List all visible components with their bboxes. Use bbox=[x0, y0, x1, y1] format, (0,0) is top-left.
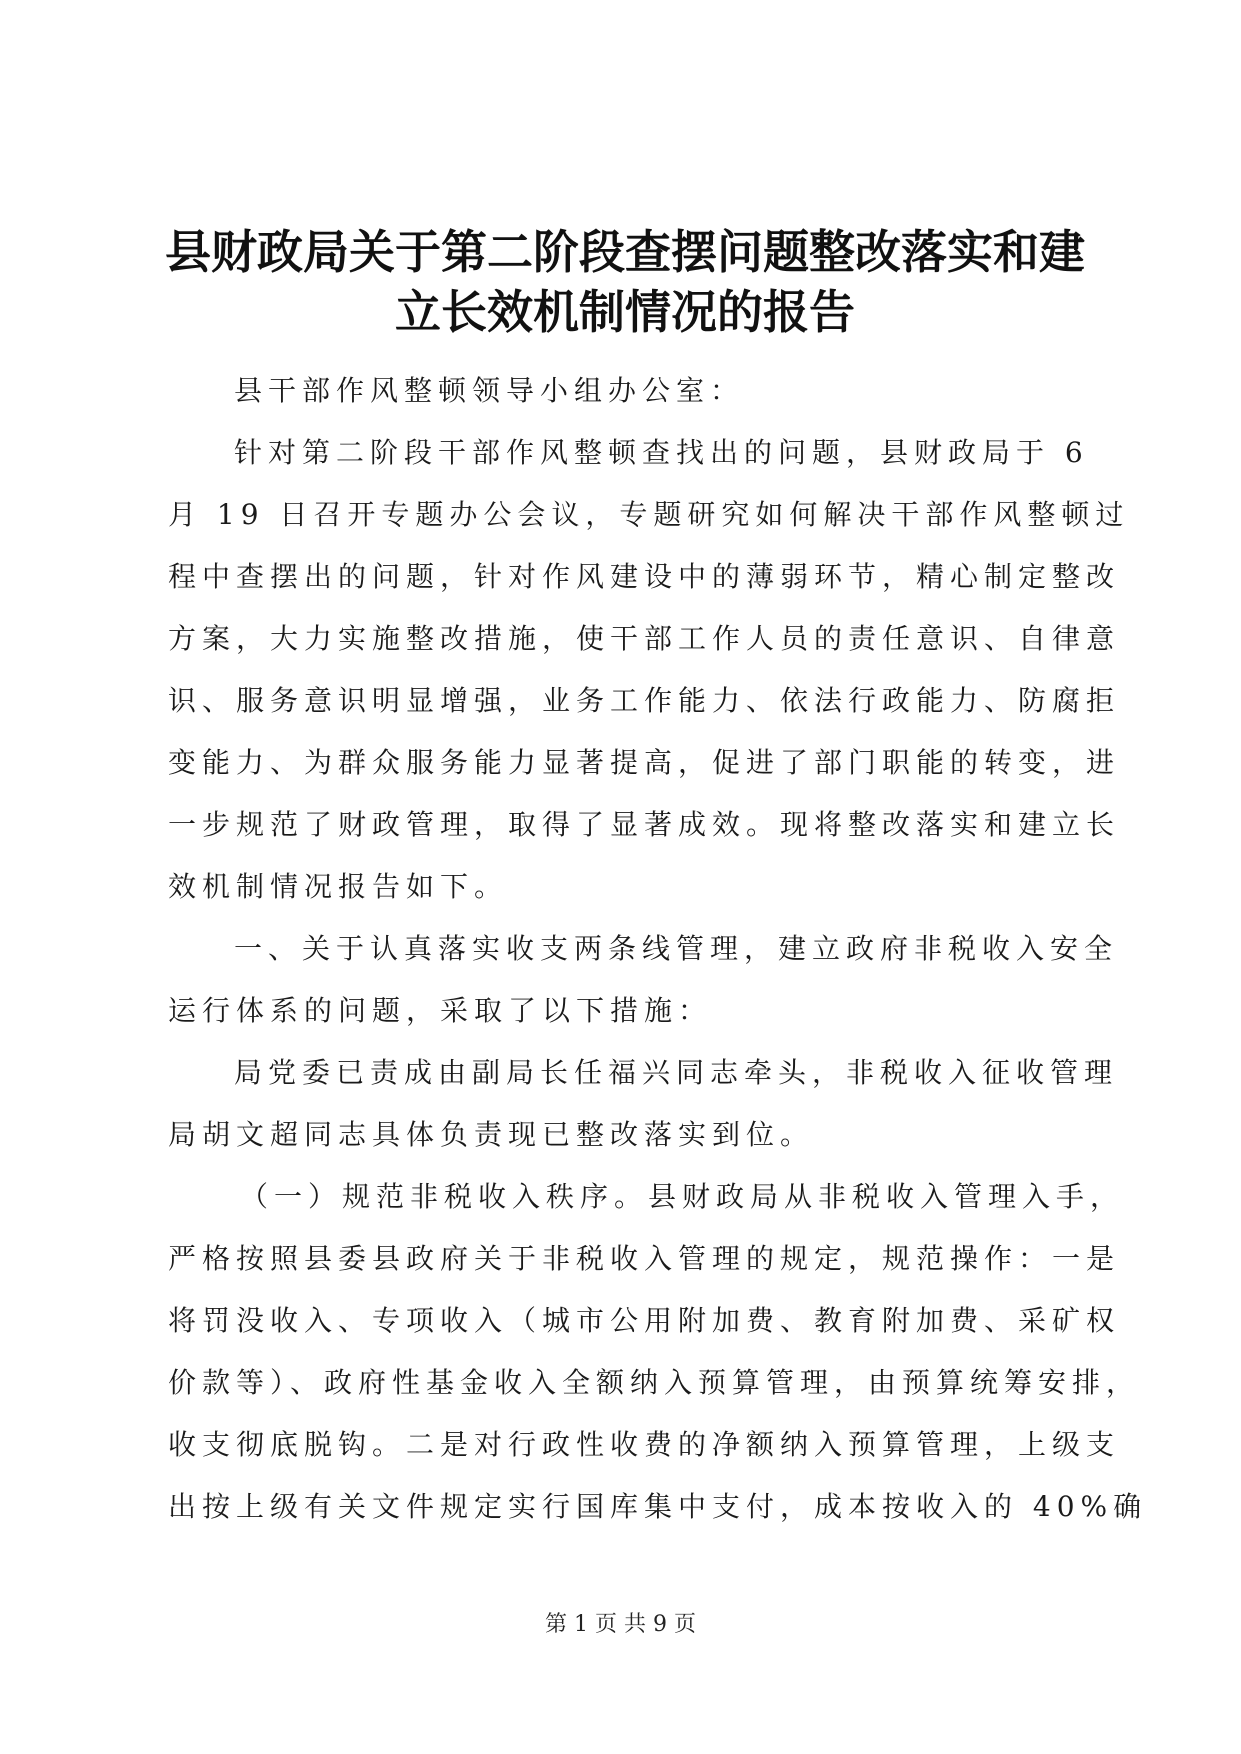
paragraph-line: 效机制情况报告如下。 bbox=[168, 870, 509, 903]
paragraph-line: 一步规范了财政管理，取得了显著成效。现将整改落实和建立长 bbox=[168, 808, 1121, 841]
paragraph-line: 识、服务意识明显增强，业务工作能力、依法行政能力、防腐拒 bbox=[168, 684, 1121, 717]
paragraph-line: 严格按照县委县政府关于非税收入管理的规定，规范操作：一是 bbox=[168, 1242, 1121, 1275]
paragraph-line: 方案，大力实施整改措施，使干部工作人员的责任意识、自律意 bbox=[168, 622, 1121, 655]
page-footer: 第 1 页 共 9 页 bbox=[545, 1612, 696, 1637]
paragraph-line: 程中查摆出的问题，针对作风建设中的薄弱环节，精心制定整改 bbox=[168, 560, 1121, 593]
paragraph-line: 变能力、为群众服务能力显著提高，促进了部门职能的转变，进 bbox=[168, 746, 1121, 779]
subsection-line: （一）规范非税收入秩序。县财政局从非税收入管理入手， bbox=[240, 1180, 1125, 1213]
section-heading-line: 一、关于认真落实收支两条线管理，建立政府非税收入安全 bbox=[234, 932, 1119, 965]
paragraph-line: 将罚没收入、专项收入（城市公用附加费、教育附加费、采矿权 bbox=[168, 1304, 1121, 1337]
document-body bbox=[168, 360, 1148, 1538]
paragraph-line: 出按上级有关文件规定实行国库集中支付，成本按收入的 40%确 bbox=[168, 1490, 1148, 1523]
document-title bbox=[140, 222, 1110, 342]
salutation: 县干部作风整顿领导小组办公室： bbox=[234, 374, 745, 407]
paragraph-line: 月 19 日召开专题办公会议，专题研究如何解决干部作风整顿过 bbox=[168, 498, 1130, 531]
paragraph-line: 针对第二阶段干部作风整顿查找出的问题，县财政局于 6 bbox=[234, 436, 1089, 469]
paragraph-line: 局胡文超同志具体负责现已整改落实到位。 bbox=[168, 1118, 815, 1151]
paragraph-line: 收支彻底脱钩。二是对行政性收费的净额纳入预算管理，上级支 bbox=[168, 1428, 1121, 1461]
section-heading-line: 运行体系的问题，采取了以下措施： bbox=[168, 994, 713, 1027]
title-line-1: 县财政局关于第二阶段查摆问题整改落实和建 bbox=[165, 225, 1085, 279]
paragraph-line: 价款等）、政府性基金收入全额纳入预算管理，由预算统筹安排， bbox=[168, 1366, 1141, 1399]
title-line-2: 立长效机制情况的报告 bbox=[395, 285, 855, 339]
paragraph-line: 局党委已责成由副局长任福兴同志牵头，非税收入征收管理 bbox=[234, 1056, 1119, 1089]
